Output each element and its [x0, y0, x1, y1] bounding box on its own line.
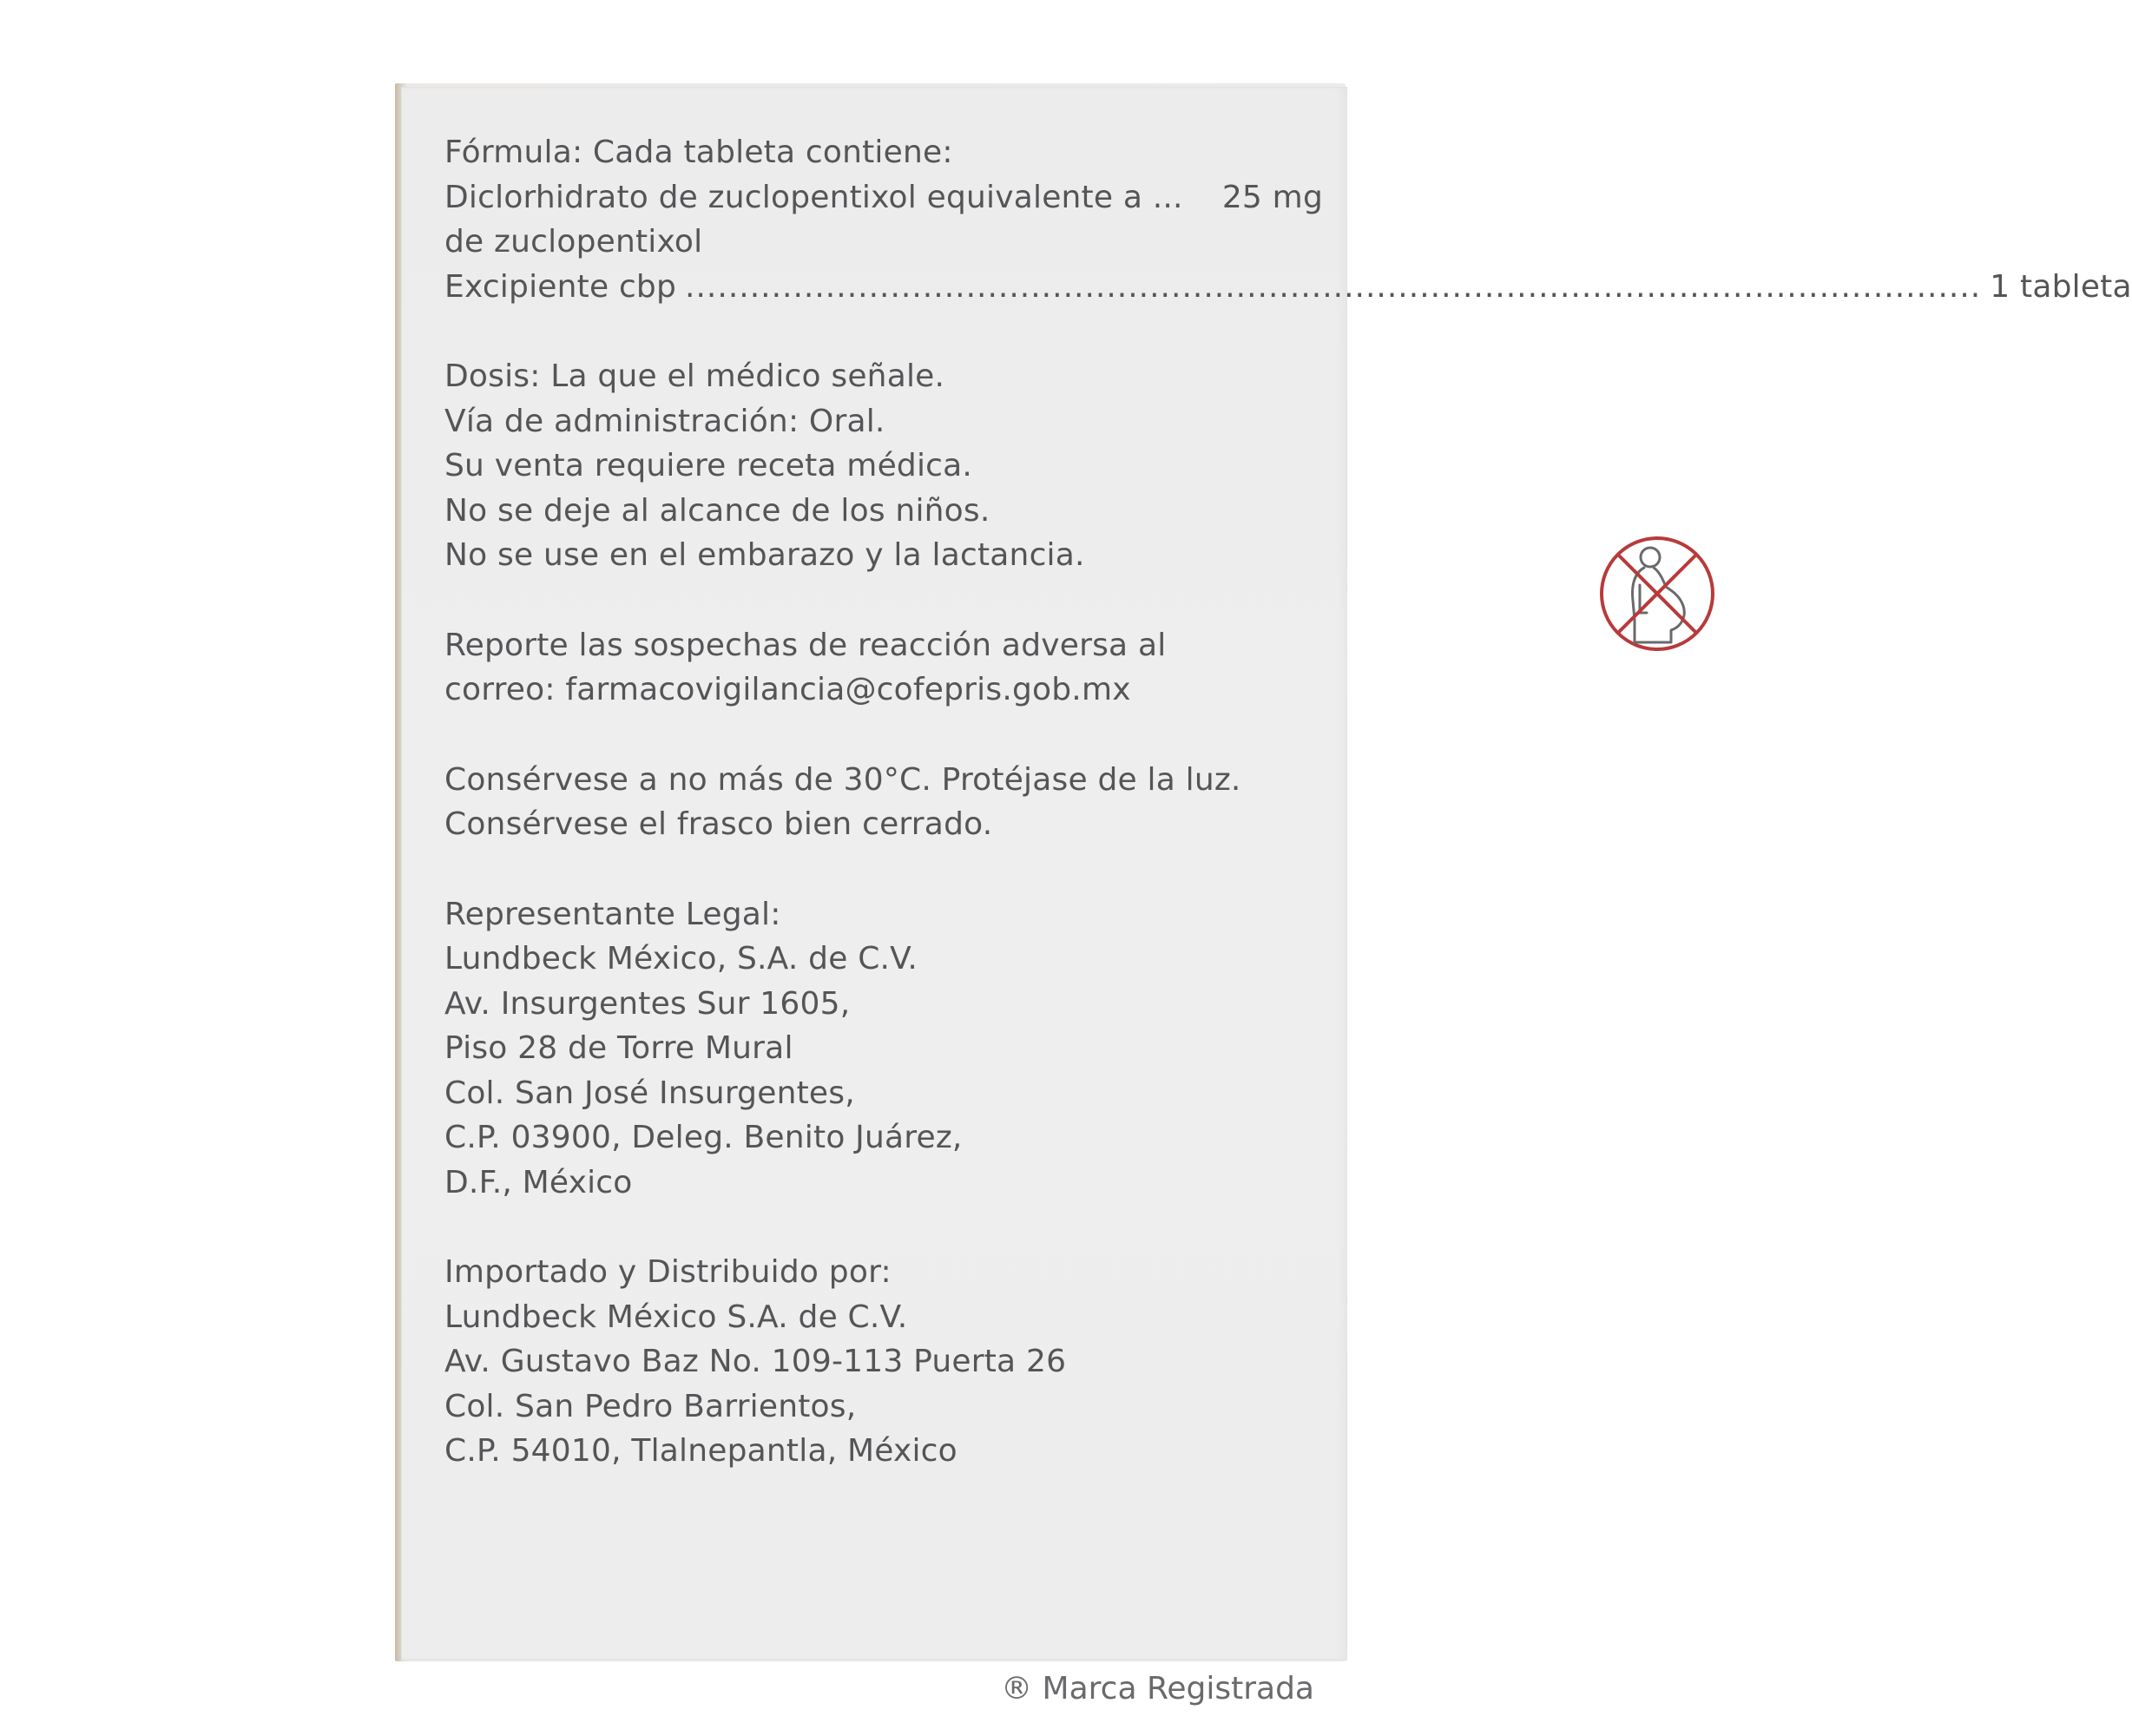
instruction-line: Vía de administración: Oral. [444, 403, 885, 439]
formula-section [444, 130, 2132, 309]
importer-line: Av. Gustavo Baz No. 109-113 Puerta 26 [444, 1344, 1067, 1379]
legal-line: Col. San José Insurgentes, [444, 1075, 855, 1111]
formula-active-value: 25 mg [1221, 179, 1323, 215]
instruction-line: Dosis: La que el médico señale. [444, 358, 945, 394]
importer-line: Col. San Pedro Barrientos, [444, 1388, 857, 1424]
legal-line: D.F., México [444, 1164, 633, 1200]
legal-line: Av. Insurgentes Sur 1605, [444, 985, 851, 1022]
formula-title: Fórmula: Cada tableta contiene: [444, 135, 953, 170]
formula-excipient-label: Excipiente cbp [444, 268, 677, 305]
label-text [444, 130, 2132, 1474]
report-section [444, 623, 1323, 713]
report-line: Reporte las sospechas de reacción adversa al [444, 627, 1167, 663]
medicine-box-back-panel [401, 87, 2132, 1706]
storage-line: Consérvese a no más de 30°C. Protéjase de la luz. [444, 761, 1241, 798]
formula-excipient-row [444, 265, 2132, 310]
legal-line: Piso 28 de Torre Mural [444, 1030, 793, 1066]
importer-line: Importado y Distribuido por: [444, 1254, 892, 1290]
report-email-line: correo: farmacovigilancia@cofepris.gob.mx [444, 672, 1131, 707]
instruction-line: No se use en el embarazo y la lactancia. [444, 537, 1085, 573]
importer-line: C.P. 54010, Tlalnepantla, México [444, 1433, 957, 1469]
formula-excipient-value: 1 tableta [1990, 268, 2132, 305]
importer-line: Lundbeck México S.A. de C.V. [444, 1299, 908, 1335]
legal-line: Representante Legal: [444, 896, 781, 932]
instruction-line: Su venta requiere receta médica. [444, 448, 973, 483]
formula-active-label: Diclorhidrato de zuclopentixol equivalente a ... [444, 179, 1183, 215]
instructions-section [444, 354, 1323, 578]
no-pregnancy-icon [1596, 533, 1718, 654]
legal-representative-section [444, 892, 1323, 1206]
registered-trademark-note: ® Marca Registrada [1001, 1671, 1314, 1706]
formula-active-row [444, 175, 1323, 220]
storage-line: Consérvese el frasco bien cerrado. [444, 806, 993, 842]
storage-section [444, 758, 1323, 847]
importer-section [444, 1250, 1323, 1474]
legal-line: Lundbeck México, S.A. de C.V. [444, 941, 918, 976]
legal-line: C.P. 03900, Deleg. Benito Juárez, [444, 1120, 963, 1155]
dot-leader: ........................................................................................................................ [685, 268, 1982, 305]
formula-active-cont: de zuclopentixol [444, 224, 703, 260]
instruction-line: No se deje al alcance de los niños. [444, 492, 990, 529]
